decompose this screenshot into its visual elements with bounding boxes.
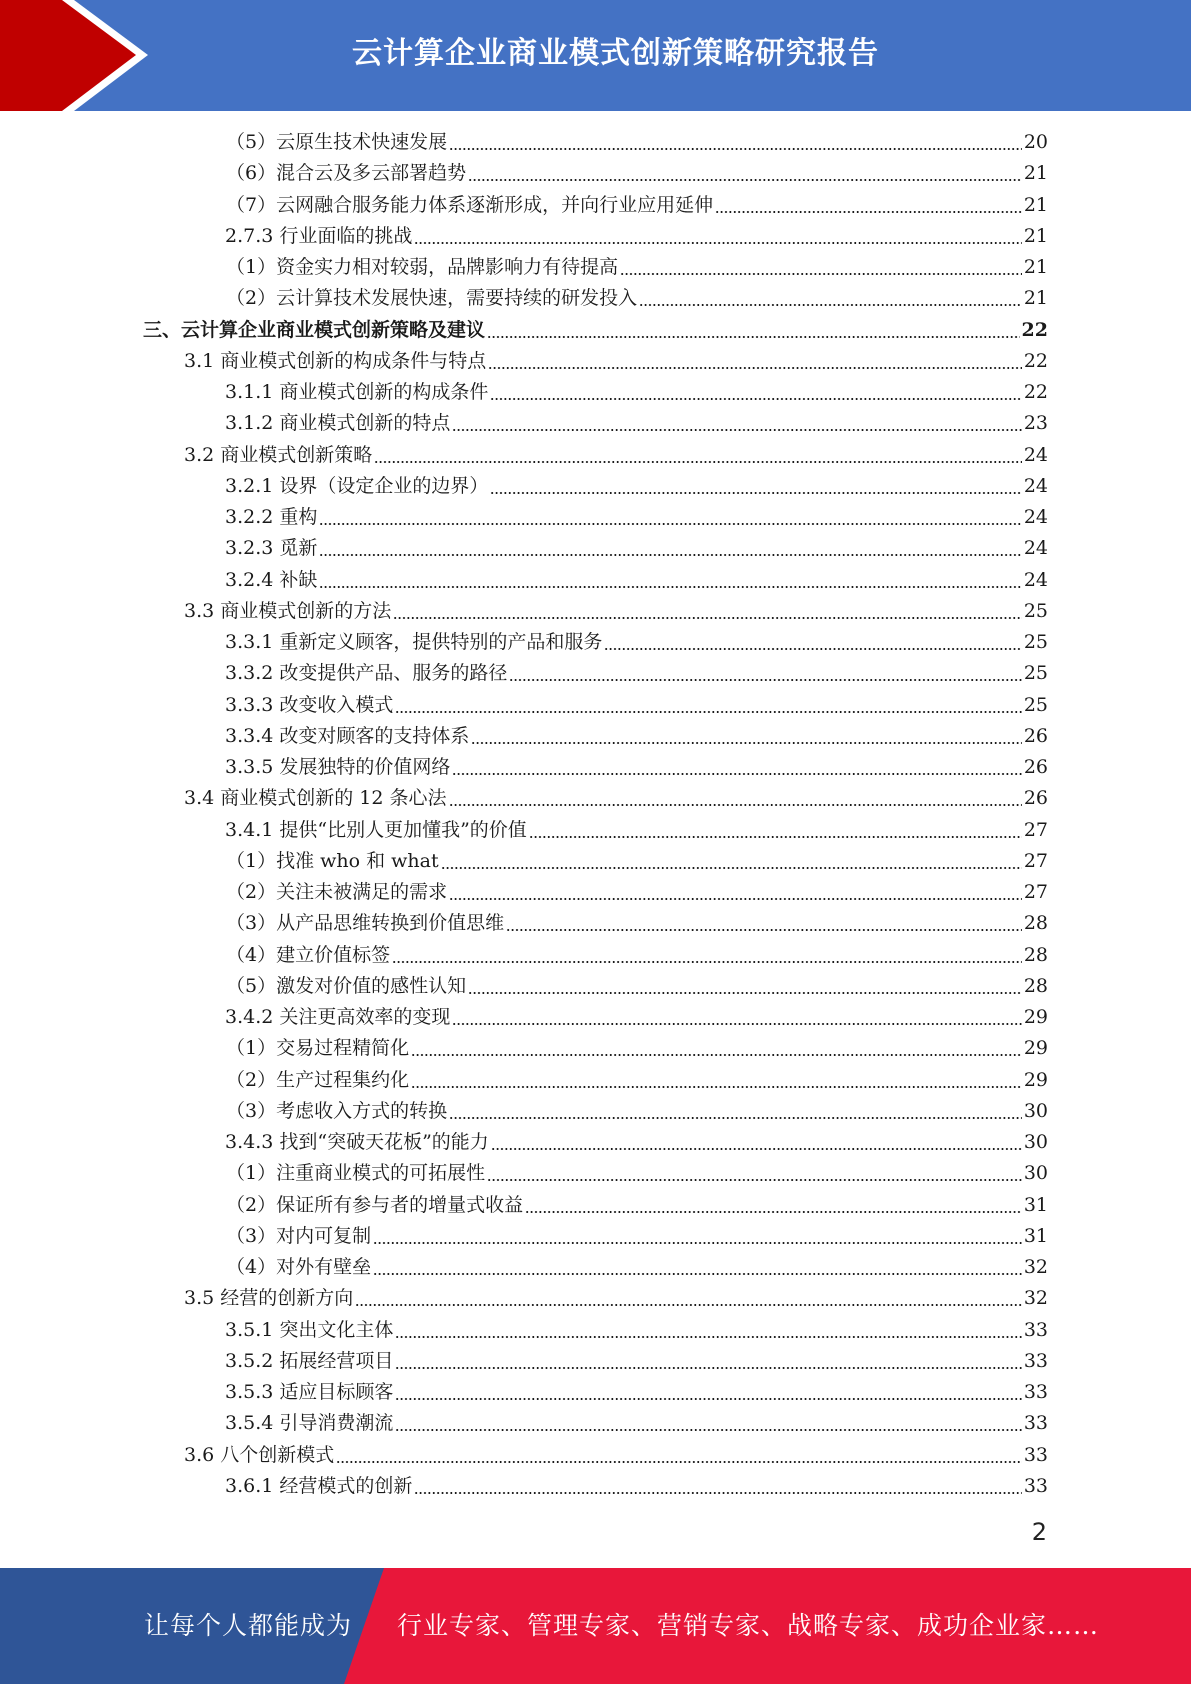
toc-entry-page: 21 [1023, 162, 1048, 185]
toc-entry-page: 21 [1023, 287, 1048, 310]
toc-entry[interactable] [226, 1096, 1048, 1127]
toc-dot-leader [355, 1304, 1022, 1306]
toc-entry-label: 3.6 八个创新模式 [184, 1443, 335, 1466]
toc-entry[interactable] [225, 690, 1048, 721]
toc-entry-page: 31 [1023, 1193, 1048, 1216]
toc-entry-page: 22 [1023, 349, 1048, 372]
toc-dot-leader [471, 742, 1021, 744]
toc-entry-page: 27 [1023, 881, 1048, 903]
toc-entry-label: 3.3.5 发展独特的价值网络 [225, 756, 451, 778]
toc-entry-page: 22 [1021, 318, 1048, 341]
toc-entry-label: （3）对内可复制 [226, 1224, 372, 1247]
toc-dot-leader [393, 617, 1022, 619]
toc-entry-page: 33 [1023, 1318, 1048, 1341]
toc-dot-leader [411, 1054, 1022, 1056]
toc-entry[interactable] [226, 158, 1048, 189]
toc-entry[interactable] [225, 721, 1048, 752]
toc-entry-page: 24 [1023, 474, 1048, 497]
toc-entry[interactable] [225, 1377, 1048, 1408]
toc-entry-label: 3.3.4 改变对顾客的支持体系 [225, 724, 470, 747]
toc-entry-page: 33 [1023, 1349, 1048, 1372]
toc-entry[interactable] [225, 658, 1048, 689]
toc-entry-page: 26 [1023, 756, 1048, 778]
toc-entry[interactable] [226, 877, 1048, 908]
toc-entry-page: 27 [1023, 849, 1048, 872]
toc-dot-leader [319, 554, 1021, 556]
toc-dot-leader [411, 1086, 1022, 1088]
toc-dot-leader [449, 804, 1022, 806]
toc-entry[interactable] [226, 283, 1048, 314]
toc-entry-page: 33 [1023, 1412, 1048, 1435]
toc-entry[interactable] [184, 440, 1048, 471]
toc-dot-leader [414, 242, 1021, 244]
toc-entry-label: 3.3.3 改变收入模式 [225, 693, 394, 716]
toc-entry-label: 3.1 商业模式创新的构成条件与特点 [184, 349, 487, 372]
toc-dot-leader [395, 1429, 1021, 1431]
toc-dot-leader [395, 1398, 1021, 1400]
toc-entry-page: 24 [1023, 506, 1048, 528]
toc-entry-page: 29 [1023, 1037, 1048, 1060]
toc-entry[interactable] [225, 502, 1048, 533]
page-number: 2 [1031, 1518, 1047, 1546]
toc-entry-page: 22 [1023, 381, 1048, 403]
toc-dot-leader [449, 1117, 1022, 1119]
toc-entry-page: 33 [1023, 1443, 1048, 1466]
toc-entry-label: （2）云计算技术发展快速，需要持续的研发投入 [226, 287, 638, 310]
toc-entry[interactable] [226, 1158, 1048, 1189]
toc-entry[interactable] [225, 377, 1048, 408]
toc-entry[interactable] [225, 1471, 1048, 1502]
toc-dot-leader [374, 461, 1022, 463]
toc-entry[interactable] [143, 315, 1048, 346]
toc-entry[interactable] [225, 627, 1048, 658]
toc-entry[interactable] [225, 1346, 1048, 1377]
toc-entry-label: （3）从产品思维转换到价值思维 [226, 912, 505, 935]
toc-entry-page: 26 [1023, 787, 1048, 810]
toc-entry[interactable] [184, 596, 1048, 627]
toc-entry[interactable] [226, 846, 1048, 877]
toc-dot-leader [487, 1179, 1022, 1181]
toc-entry-label: 3.2 商业模式创新策略 [184, 443, 373, 466]
toc-dot-leader [319, 586, 1021, 588]
toc-entry-label: （2）生产过程集约化 [226, 1068, 410, 1091]
toc-entry-page: 33 [1023, 1474, 1048, 1497]
toc-entry[interactable] [225, 221, 1048, 252]
toc-dot-leader [336, 1461, 1022, 1463]
toc-entry[interactable] [184, 346, 1048, 377]
toc-entry-label: 3.1.1 商业模式创新的构成条件 [225, 381, 489, 403]
toc-entry-label: 3.5.1 突出文化主体 [225, 1318, 394, 1341]
toc-dot-leader [452, 1023, 1021, 1025]
toc-entry-page: 30 [1023, 1162, 1048, 1185]
toc-entry[interactable] [225, 565, 1048, 596]
toc-dot-leader [319, 523, 1021, 525]
toc-entry-label: 3.1.2 商业模式创新的特点 [225, 412, 451, 435]
footer-slogan-right: 行业专家、管理专家、营销专家、战略专家、成功企业家…… [397, 1611, 1100, 1640]
toc-entry-label: 3.5.3 适应目标顾客 [225, 1381, 394, 1403]
header-banner [0, 0, 1191, 111]
toc-entry[interactable] [226, 971, 1048, 1002]
toc-dot-leader [490, 492, 1021, 494]
toc-entry-label: 2.7.3 行业面临的挑战 [225, 224, 413, 247]
toc-dot-leader [392, 961, 1022, 963]
toc-dot-leader [509, 679, 1021, 681]
toc-entry[interactable] [226, 1221, 1048, 1252]
toc-entry-page: 29 [1023, 1006, 1048, 1028]
toc-entry-page: 30 [1023, 1099, 1048, 1122]
toc-entry-page: 25 [1023, 631, 1048, 653]
toc-entry-label: 3.3.2 改变提供产品、服务的路径 [225, 662, 508, 685]
toc-entry[interactable] [226, 190, 1048, 221]
toc-dot-leader [452, 773, 1021, 775]
toc-entry-label: 3.4.2 关注更高效率的变现 [225, 1006, 451, 1028]
toc-entry[interactable] [226, 908, 1048, 939]
toc-entry-label: 3.2.1 设界（设定企业的边界） [225, 474, 489, 497]
toc-dot-leader [491, 1148, 1022, 1150]
toc-entry-page: 24 [1023, 443, 1048, 466]
toc-entry-label: （3）考虑收入方式的转换 [226, 1099, 448, 1122]
toc-entry[interactable] [226, 1033, 1048, 1064]
toc-entry[interactable] [184, 1283, 1048, 1314]
toc-dot-leader [414, 1492, 1021, 1494]
toc-entry[interactable] [226, 127, 1048, 158]
toc-entry-page: 28 [1023, 912, 1048, 935]
toc-entry-label: 3.2.4 补缺 [225, 568, 318, 591]
toc-entry-label: 3.3.1 重新定义顾客，提供特别的产品和服务 [225, 631, 603, 653]
toc-entry-label: （5）云原生技术快速发展 [226, 131, 448, 153]
toc-entry-label: 三、云计算企业商业模式创新策略及建议 [143, 318, 486, 341]
toc-entry[interactable] [226, 940, 1048, 971]
toc-entry-page: 23 [1023, 412, 1048, 435]
toc-dot-leader [506, 929, 1022, 931]
toc-entry-page: 20 [1023, 131, 1048, 153]
toc-entry-label: 3.3 商业模式创新的方法 [184, 599, 392, 622]
toc-dot-leader [373, 1273, 1022, 1275]
toc-entry[interactable] [225, 408, 1048, 439]
toc-entry-label: 3.4.3 找到“突破天花板”的能力 [225, 1131, 489, 1153]
toc-entry-page: 30 [1023, 1131, 1048, 1153]
toc-entry-label: 3.2.3 觅新 [225, 537, 318, 560]
toc-dot-leader [487, 336, 1020, 338]
toc-entry-label: （5）激发对价值的感性认知 [226, 974, 467, 997]
toc-entry-page: 31 [1023, 1224, 1048, 1247]
toc-entry-page: 28 [1023, 943, 1048, 966]
toc-dot-leader [449, 148, 1022, 150]
toc-entry-page: 26 [1023, 724, 1048, 747]
toc-entry[interactable] [225, 1408, 1048, 1439]
toc-entry-label: 3.4 商业模式创新的 12 条心法 [184, 787, 447, 810]
toc-entry-label: （6）混合云及多云部署趋势 [226, 162, 467, 185]
toc-entry-label: 3.6.1 经营模式的创新 [225, 1474, 413, 1497]
toc-entry[interactable] [225, 1002, 1048, 1033]
toc-dot-leader [395, 711, 1021, 713]
toc-entry-page: 25 [1023, 662, 1048, 685]
toc-entry[interactable] [225, 471, 1048, 502]
toc-entry-label: 3.5 经营的创新方向 [184, 1287, 354, 1310]
toc-entry-page: 28 [1023, 974, 1048, 997]
toc-entry-page: 29 [1023, 1068, 1048, 1091]
toc-entry[interactable] [184, 783, 1048, 814]
toc-dot-leader [490, 398, 1021, 400]
toc-dot-leader [488, 367, 1022, 369]
toc-entry-label: 3.4.1 提供“比别人更加懂我”的价值 [225, 818, 527, 841]
toc-entry[interactable] [225, 752, 1048, 783]
toc-entry-label: 3.2.2 重构 [225, 506, 318, 528]
toc-dot-leader [395, 1367, 1021, 1369]
toc-entry-page: 25 [1023, 693, 1048, 716]
toc-entry[interactable] [225, 533, 1048, 564]
toc-entry-page: 21 [1023, 193, 1048, 216]
toc-dot-leader [449, 898, 1022, 900]
toc-entry-page: 24 [1023, 537, 1048, 560]
toc-dot-leader [525, 1211, 1022, 1213]
toc-entry-page: 27 [1023, 818, 1048, 841]
toc-entry[interactable] [184, 1440, 1048, 1471]
toc-dot-leader [620, 273, 1022, 275]
toc-dot-leader [373, 1242, 1022, 1244]
toc-entry[interactable] [225, 815, 1048, 846]
toc-entry-page: 32 [1023, 1256, 1048, 1278]
toc-dot-leader [715, 211, 1022, 213]
toc-dot-leader [529, 836, 1022, 838]
toc-entry-label: （1）找准 who 和 what [226, 849, 439, 872]
toc-entry-label: （4）对外有壁垒 [226, 1256, 372, 1278]
toc-entry[interactable] [226, 1065, 1048, 1096]
toc-entry-label: （2）保证所有参与者的增量式收益 [226, 1193, 524, 1216]
toc-entry[interactable] [225, 1127, 1048, 1158]
toc-entry-page: 33 [1023, 1381, 1048, 1403]
toc-entry[interactable] [226, 1252, 1048, 1283]
report-title: 云计算企业商业模式创新策略研究报告 [352, 36, 879, 71]
toc-dot-leader [468, 179, 1022, 181]
footer-banner [0, 1568, 1191, 1684]
toc-entry-page: 24 [1023, 568, 1048, 591]
toc-dot-leader [441, 867, 1022, 869]
toc-entry-label: 3.5.4 引导消费潮流 [225, 1412, 394, 1435]
toc-entry-page: 32 [1023, 1287, 1048, 1310]
toc-entry-label: 3.5.2 拓展经营项目 [225, 1349, 394, 1372]
toc-entry-label: （7）云网融合服务能力体系逐渐形成，并向行业应用延伸 [226, 193, 714, 216]
toc-entry[interactable] [226, 1190, 1048, 1221]
toc-dot-leader [468, 992, 1022, 994]
toc-entry-label: （1）注重商业模式的可拓展性 [226, 1162, 486, 1185]
toc-dot-leader [395, 1336, 1021, 1338]
toc-dot-leader [452, 429, 1021, 431]
toc-entry-page: 21 [1023, 256, 1048, 278]
toc-dot-leader [604, 648, 1021, 650]
toc-entry[interactable] [226, 252, 1048, 283]
toc-entry-label: （4）建立价值标签 [226, 943, 391, 966]
toc-dot-leader [639, 304, 1022, 306]
toc-entry[interactable] [225, 1315, 1048, 1346]
toc-entry-page: 21 [1023, 224, 1048, 247]
toc-entry-label: （1）资金实力相对较弱，品牌影响力有待提高 [226, 256, 619, 278]
footer-slogan-left: 让每个人都能成为 [144, 1611, 353, 1640]
toc-entry-label: （1）交易过程精简化 [226, 1037, 410, 1060]
toc-entry-page: 25 [1023, 599, 1048, 622]
toc-entry-label: （2）关注未被满足的需求 [226, 881, 448, 903]
